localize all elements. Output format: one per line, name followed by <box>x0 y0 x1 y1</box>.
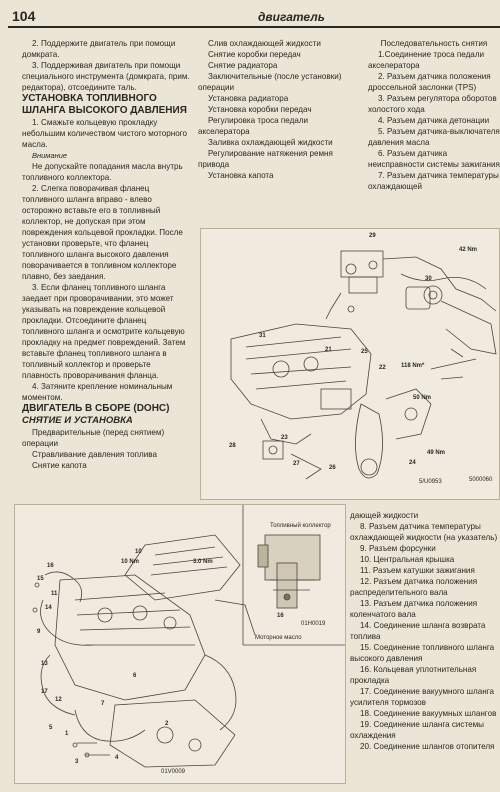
subsection-heading: СНЯТИЕ И УСТАНОВКА <box>22 415 133 426</box>
list-item: 3. Разъем регулятора оборотов холостого хода <box>368 94 497 114</box>
paragraph: 4. Затяните крепление номинальным моментом. <box>22 382 173 402</box>
callout-label: 5/U0953 <box>419 479 442 485</box>
callout-label: 30 <box>425 276 432 282</box>
page-number: 104 <box>12 8 36 24</box>
fuel-system-figure <box>14 504 346 784</box>
list-item: 17. Соединение вакуумного шланга усилителя тормозов <box>350 687 494 707</box>
list-item: 19. Соединение шланга системы охлаждения <box>350 720 484 740</box>
callout-label: 15 <box>37 576 44 582</box>
callout-label: 10 Nm <box>121 559 140 565</box>
callout-label: 14 <box>45 605 52 611</box>
list-item: Установка радиатора <box>208 94 289 103</box>
list-item: 5. Разъем датчика-выключателя давления масла <box>368 127 500 147</box>
callout-label: 23 <box>281 435 288 441</box>
callout-label: 01V0009 <box>161 769 186 775</box>
callout-label: 13 <box>41 661 48 667</box>
paragraph: 3. Поддерживая двигатель при помощи специального инструмента (домкрата, прим. редактора), отсоедините таль. <box>22 61 190 92</box>
list-item: Установка коробки передач <box>208 105 312 114</box>
callout-label: 24 <box>409 460 416 466</box>
callout-label: 5 <box>49 725 53 731</box>
paragraph: Не допускайте попадания масла внутрь топливного коллектора. <box>22 162 183 182</box>
list-item: 8. Разъем датчика температуры охлаждающей жидкости (на указатель) <box>350 522 498 542</box>
list-item: Последовательность снятия <box>380 39 488 48</box>
callout-label: 1 <box>65 731 69 737</box>
section-heading: УСТАНОВКА ТОПЛИВНОГО ШЛАНГА ВЫСОКОГО ДАВЛЕНИЯ <box>22 93 187 116</box>
paragraph: Снятие капота <box>32 461 87 470</box>
callout-label: 3 <box>75 759 79 765</box>
list-item: 2. Разъем датчика положения дроссельной заслонки (TPS) <box>368 72 491 92</box>
callout-label: 17 <box>41 689 48 695</box>
list-item: Установка капота <box>208 171 274 180</box>
callout-label: 49 Nm <box>427 450 446 456</box>
list-item: 9. Разъем форсунки <box>360 544 436 553</box>
engine-diagram-figure <box>200 228 500 500</box>
paragraph: 1. Смажьте кольцевую прокладку небольшим количеством чистого моторного масла. <box>22 118 187 149</box>
paragraph: Предварительные (перед снятием) операции <box>22 428 165 448</box>
list-item: 6. Разъем датчика неисправности системы зажигания <box>368 149 500 169</box>
callout-label: 9 <box>37 629 41 635</box>
callout-label: 3.0 Nm <box>193 559 213 565</box>
callout-label: 26 <box>329 465 336 471</box>
engine-diagram <box>201 229 499 499</box>
paragraph: 2. Поддержите двигатель при помощи домкрата. <box>22 39 176 59</box>
list-item: Снятие радиатора <box>208 61 278 70</box>
callout-label: 2 <box>165 721 169 727</box>
list-item: Заключительные (после установки) операции <box>198 72 342 92</box>
left-column <box>22 38 190 471</box>
callout-label: 25 <box>361 349 368 355</box>
header-rule <box>8 26 500 28</box>
note-label: Внимание <box>32 151 68 160</box>
list-item: 14. Соединение шланга возврата топлива <box>350 621 486 641</box>
callout-label: 42 Nm <box>459 247 478 253</box>
list-item: 1.Соединение троса педали акселератора <box>368 50 485 70</box>
fuel-system-diagram <box>15 505 345 783</box>
list-item: 20. Соединение шлангов отопителя <box>360 742 495 751</box>
list-item: 4. Разъем датчика детонации <box>378 116 490 125</box>
section-heading: ДВИГАТЕЛЬ В СБОРЕ (DOHC) <box>22 403 170 414</box>
callout-label: 27 <box>293 461 300 467</box>
list-item: Снятие коробки передач <box>208 50 301 59</box>
right-column-top <box>368 38 500 192</box>
list-item: Заливка охлаждающей жидкости <box>208 138 333 147</box>
callout-label: 4 <box>115 755 119 761</box>
list-item: 18. Соединение вакуумных шлангов <box>360 709 497 718</box>
callout-label: 31 <box>259 333 266 339</box>
callout-label: 11 <box>51 591 58 597</box>
list-item: 13. Разъем датчика положения коленчатого вала <box>350 599 478 619</box>
list-item: 15. Соединение топливного шланга высокого давления <box>350 643 495 663</box>
callout-label: 12 <box>55 697 62 703</box>
callout-label: 50 Nm <box>413 395 432 401</box>
paragraph: Стравливание давления топлива <box>32 450 158 459</box>
callout-label: 21 <box>325 347 332 353</box>
list-item: Слив охлаждающей жидкости <box>208 39 321 48</box>
right-column-bottom <box>350 510 500 752</box>
list-item: 10. Центральная крышка <box>360 555 455 564</box>
callout-label: 7 <box>101 701 105 707</box>
list-item: Регулирование натяжения ремня привода <box>198 149 333 169</box>
callout-label: 29 <box>369 233 376 239</box>
callout-label: 5000060 <box>469 477 493 483</box>
section-title: двигатель <box>258 10 325 24</box>
paragraph: 3. Если фланец топливного шланга заедает при проворачивании, это может указывать на повреждение кольцевой прокладки. Отсоедините фланец топливного шланга и осмотрите кольцевую прокладку на предмет повреждений. Затем вставьте фланец топливного шланга в топливный коллектор и проверьте плавность проворачивания фланца. <box>22 283 186 380</box>
callout-label: 01H0019 <box>301 621 326 627</box>
list-item: 11. Разъем катушки зажигания <box>360 566 475 575</box>
list-item: 7. Разъем датчика температуры охлаждающей <box>368 171 499 191</box>
callout-label: 22 <box>379 365 386 371</box>
callout-label: 10 <box>135 549 142 555</box>
list-item: дающей жидкости <box>350 511 419 520</box>
callout-label: 118 Nm* <box>401 363 425 369</box>
list-item: 16. Кольцевая уплотнительная прокладка <box>350 665 477 685</box>
callout-label: 16 <box>277 613 284 619</box>
callout-label: 16 <box>47 563 54 569</box>
callout-label: 28 <box>229 443 236 449</box>
list-item: Регулировка троса педали акселератора <box>198 116 309 136</box>
middle-column <box>198 38 358 181</box>
callout-label: Топливный коллектор <box>270 523 331 529</box>
list-item: 12. Разъем датчика положения распределительного вала <box>350 577 478 597</box>
paragraph: 2. Слегка поворачивая фланец топливного шланга вправо - влево осторожно вставьте его в топливный коллектор, не допуская при этом повреждения кольцевой прокладки. После установки проверьте, что фланец топливного шланга высокого давления поворачивается в топливном коллекторе плавно, без заедания. <box>22 184 183 281</box>
callout-label: Моторное масло <box>255 635 302 641</box>
callout-label: 6 <box>133 673 137 679</box>
